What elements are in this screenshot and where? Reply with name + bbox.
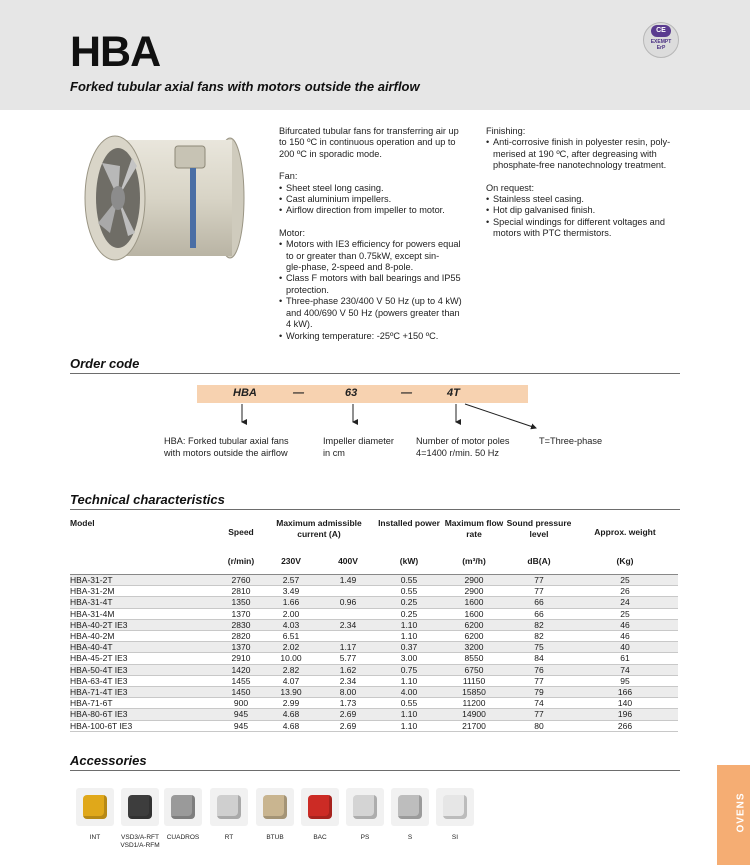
table-cell: 1.10 [376,720,442,731]
unit-speed: (r/min) [227,555,255,566]
table-cell: 1.17 [320,642,376,653]
table-cell: 24 [572,597,678,608]
table-cell: 6.51 [262,631,320,642]
table-row [70,664,678,675]
list-item: • Hot dip galvanised finish. [486,205,686,216]
table-cell: 11150 [442,675,506,686]
table-cell: 61 [572,653,678,664]
list-item: • Class F motors with ball bearings and IP55 protection. [279,273,475,296]
code-phase-desc: T=Three-phase [539,436,603,446]
table-cell: 4.68 [262,720,320,731]
table-cell: 0.96 [320,597,376,608]
flexible-duct-icon [256,788,294,826]
grille-icon [210,788,248,826]
accessories-heading: Accessories [70,753,147,768]
table-cell: 166 [572,687,678,698]
table-cell: 11200 [442,698,506,709]
table-row [70,675,678,686]
table-cell: 2.82 [262,664,320,675]
table-cell: 1450 [220,687,262,698]
table-cell: 1600 [442,608,506,619]
table-cell: 77 [506,586,572,597]
table-cell: HBA-100-6T IE3 [70,720,220,731]
table-cell: 2810 [220,586,262,597]
table-cell: 1350 [220,597,262,608]
table-cell: 1.10 [376,675,442,686]
frequency-drive-icon [121,788,159,826]
table-cell: 25 [572,608,678,619]
table-cell: 74 [506,698,572,709]
table-cell: 2820 [220,631,262,642]
list-item: • Special windings for different voltages and motors with PTC thermistors. [486,217,686,240]
table-cell: 82 [506,631,572,642]
table-cell: 21700 [442,720,506,731]
side-tab-label: OVENS [735,792,747,833]
list-item: • Anti-corrosive finish in polyester resin, poly- merised at 190 ºC, after degreasing with phosphate-free nanotechnology treatment. [486,137,686,171]
table-cell: HBA-50-4T IE3 [70,664,220,675]
table-cell: 5.77 [320,653,376,664]
accessory-label: PS [360,834,370,841]
table-cell: 1.10 [376,631,442,642]
table-row [70,586,678,597]
table-cell: HBA-31-2T [70,575,220,586]
table-cell: 82 [506,619,572,630]
col-model: Model [70,518,95,528]
col-flow: Maximum flow rate [444,518,504,539]
code-impeller-desc: Impeller diameter in cm [323,436,394,458]
table-cell: 1.62 [320,664,376,675]
table-cell: 196 [572,709,678,720]
code-motor: 4T [447,387,460,399]
section-divider [70,509,680,510]
table-cell: 6200 [442,631,506,642]
table-cell: 0.25 [376,597,442,608]
table-row [70,575,678,586]
table-cell: 140 [572,698,678,709]
table-cell: 84 [506,653,572,664]
col-current: Maximum admissible current (A) [276,518,362,539]
table-cell: 46 [572,631,678,642]
table-cell: 2910 [220,653,262,664]
unit-power: (kW) [399,555,419,566]
order-code-heading: Order code [70,356,140,371]
table-cell [320,608,376,619]
badge-line1: EXEMPT [650,39,672,45]
unit-230v: 230V [281,555,301,566]
table-cell: 77 [506,709,572,720]
table-cell: HBA-45-2T IE3 [70,653,220,664]
table-cell: 2900 [442,586,506,597]
col-power: Installed power [378,518,440,528]
table-cell: 79 [506,687,572,698]
table-cell: 95 [572,675,678,686]
table-cell: 0.75 [376,664,442,675]
accessory-label: INT [89,834,101,841]
list-item: • Sheet steel long casing. [279,183,475,194]
page-subtitle: Forked tubular axial fans with motors outside the airflow [70,79,420,94]
table-cell: 2.69 [320,720,376,731]
table-cell: 1370 [220,608,262,619]
table-cell: 77 [506,575,572,586]
table-cell: 2.99 [262,698,320,709]
list-item: • Three-phase 230/400 V 50 Hz (up to 4 kW) and 400/690 V 50 Hz (powers greater than 4 kW). [279,296,475,330]
sensor-icon [436,788,474,826]
table-cell: 266 [572,720,678,731]
code-dash: — [401,387,412,399]
table-cell: HBA-40-2T IE3 [70,619,220,630]
table-cell: 4.03 [262,619,320,630]
table-row [70,597,678,608]
list-item: • Cast aluminium impellers. [279,194,475,205]
request-heading: On request: [486,182,535,193]
table-cell: 75 [506,642,572,653]
badge-line2: ErP [656,45,666,51]
accessory-label: BTUB [266,834,284,841]
table-cell: 2.02 [262,642,320,653]
col-speed: Speed [228,527,254,537]
table-cell: 15850 [442,687,506,698]
table-cell: 0.37 [376,642,442,653]
accessory-label: VSD3/A-RFT VSD1/A-RFM [120,834,160,849]
page-title: HBA [70,28,161,76]
table-row [70,698,678,709]
table-cell: 66 [506,597,572,608]
table-cell: 80 [506,720,572,731]
accessory-label: CUADROS [166,834,200,841]
table-cell: 1.66 [262,597,320,608]
table-cell: HBA-31-2M [70,586,220,597]
unit-flow: (m³/h) [462,555,486,566]
list-item: • Stainless steel casing. [486,194,686,205]
accessory-label: S [407,834,413,841]
table-cell: 4.07 [262,675,320,686]
table-cell: 2.34 [320,619,376,630]
motor-heading: Motor: [279,227,306,238]
table-cell: HBA-63-4T IE3 [70,675,220,686]
table-cell: 1455 [220,675,262,686]
table-row [70,653,678,664]
table-cell: 46 [572,619,678,630]
code-poles-desc: Number of motor poles 4=1400 r/min. 50 Hz [416,436,510,458]
table-cell: 8.00 [320,687,376,698]
col-weight: Approx. weight [594,527,656,537]
table-cell: 6750 [442,664,506,675]
damper-icon [301,788,339,826]
table-cell: 74 [572,664,678,675]
finishing-heading: Finishing: [486,126,526,136]
table-row [70,709,678,720]
ce-mark: CE [651,25,671,37]
table-cell: 77 [506,675,572,686]
table-cell: HBA-40-2M [70,631,220,642]
table-cell: HBA-40-4T [70,642,220,653]
table-cell: 945 [220,720,262,731]
table-cell: 10.00 [262,653,320,664]
description-col1: Bifurcated tubular fans for transferring air up to 150 ºC in continuous operation and up to 200 ºC in sporadic mode. Fan: • Sheet steel long casing. • Cast aluminium impellers. • Airflow direction from impeller to motor. Motor: • Motors with IE3 efficiency for powers equal to or greater than 0.75kW, except sin- gle-phase, 2-speed and 8-pole. • Class F motors with ball bearings and IP55 protection. • Three-phase 230/400 V 50 Hz (up to 4 kW) and 400/690 V 50 Hz (powers greater than 4 kW). • Working temperature: -25ºC +150 ºC. [279,126,475,342]
accessory-label: BAC [313,834,327,841]
table-row [70,631,678,642]
table-cell: 2.34 [320,675,376,686]
silencer-icon [391,788,429,826]
table-cell: 2900 [442,575,506,586]
table-cell: 3.00 [376,653,442,664]
table-cell: HBA-31-4M [70,608,220,619]
table-cell: 0.55 [376,575,442,586]
table-cell: 40 [572,642,678,653]
table-cell: 13.90 [262,687,320,698]
accessory-label: RT [224,834,234,841]
list-item: • Airflow direction from impeller to motor. [279,205,475,216]
table-cell: 945 [220,709,262,720]
table-cell: 2.57 [262,575,320,586]
table-cell: 1.73 [320,698,376,709]
unit-400v: 400V [338,555,358,566]
table-cell: 1.10 [376,709,442,720]
table-cell: 2.00 [262,608,320,619]
table-row [70,687,678,698]
table-row [70,720,678,731]
table-cell: HBA-31-4T [70,597,220,608]
fan-heading: Fan: [279,171,298,182]
code-dash: — [293,387,304,399]
table-cell: 1370 [220,642,262,653]
table-cell: 1.10 [376,619,442,630]
list-item: • Motors with IE3 efficiency for powers equal to or greater than 0.75kW, except sin- gle-phase, 2-speed and 8-pole. [279,239,475,273]
table-cell: 14900 [442,709,506,720]
table-cell [320,586,376,597]
table-cell: HBA-80-6T IE3 [70,709,220,720]
technical-table [70,518,678,732]
table-cell: 3200 [442,642,506,653]
table-cell: 1.49 [320,575,376,586]
section-divider [70,770,680,771]
table-cell: 900 [220,698,262,709]
unit-sound: dB(A) [527,555,551,566]
list-item: • Working temperature: -25ºC +150 ºC. [279,331,475,342]
table-cell: HBA-71-4T IE3 [70,687,220,698]
table-cell: 8550 [442,653,506,664]
table-cell: HBA-71-6T [70,698,220,709]
table-cell: 4.68 [262,709,320,720]
table-cell: 1420 [220,664,262,675]
table-cell: 66 [506,608,572,619]
table-cell: 26 [572,586,678,597]
support-icon [346,788,384,826]
code-model: HBA [233,387,257,399]
table-cell: 6200 [442,619,506,630]
table-cell: 2830 [220,619,262,630]
table-row [70,608,678,619]
technical-heading: Technical characteristics [70,492,225,507]
table-row [70,619,678,630]
table-cell: 0.55 [376,698,442,709]
switch-icon [76,788,114,826]
code-impeller: 63 [345,387,358,399]
control-panel-icon [164,788,202,826]
table-cell: 25 [572,575,678,586]
table-cell: 0.55 [376,586,442,597]
col-sound: Sound pressure level [506,518,572,539]
code-model-desc: HBA: Forked tubular axial fans with motors outside the airflow [164,436,289,458]
table-cell: 1600 [442,597,506,608]
unit-weight: (Kg) [616,555,634,566]
table-cell: 3.49 [262,586,320,597]
category-side-tab[interactable] [717,765,750,865]
table-cell: 4.00 [376,687,442,698]
accessory-label: SI [451,834,459,841]
table-cell: 76 [506,664,572,675]
table-cell: 2.69 [320,709,376,720]
table-cell: 0.25 [376,608,442,619]
table-cell [320,631,376,642]
table-cell: 2760 [220,575,262,586]
table-row [70,642,678,653]
